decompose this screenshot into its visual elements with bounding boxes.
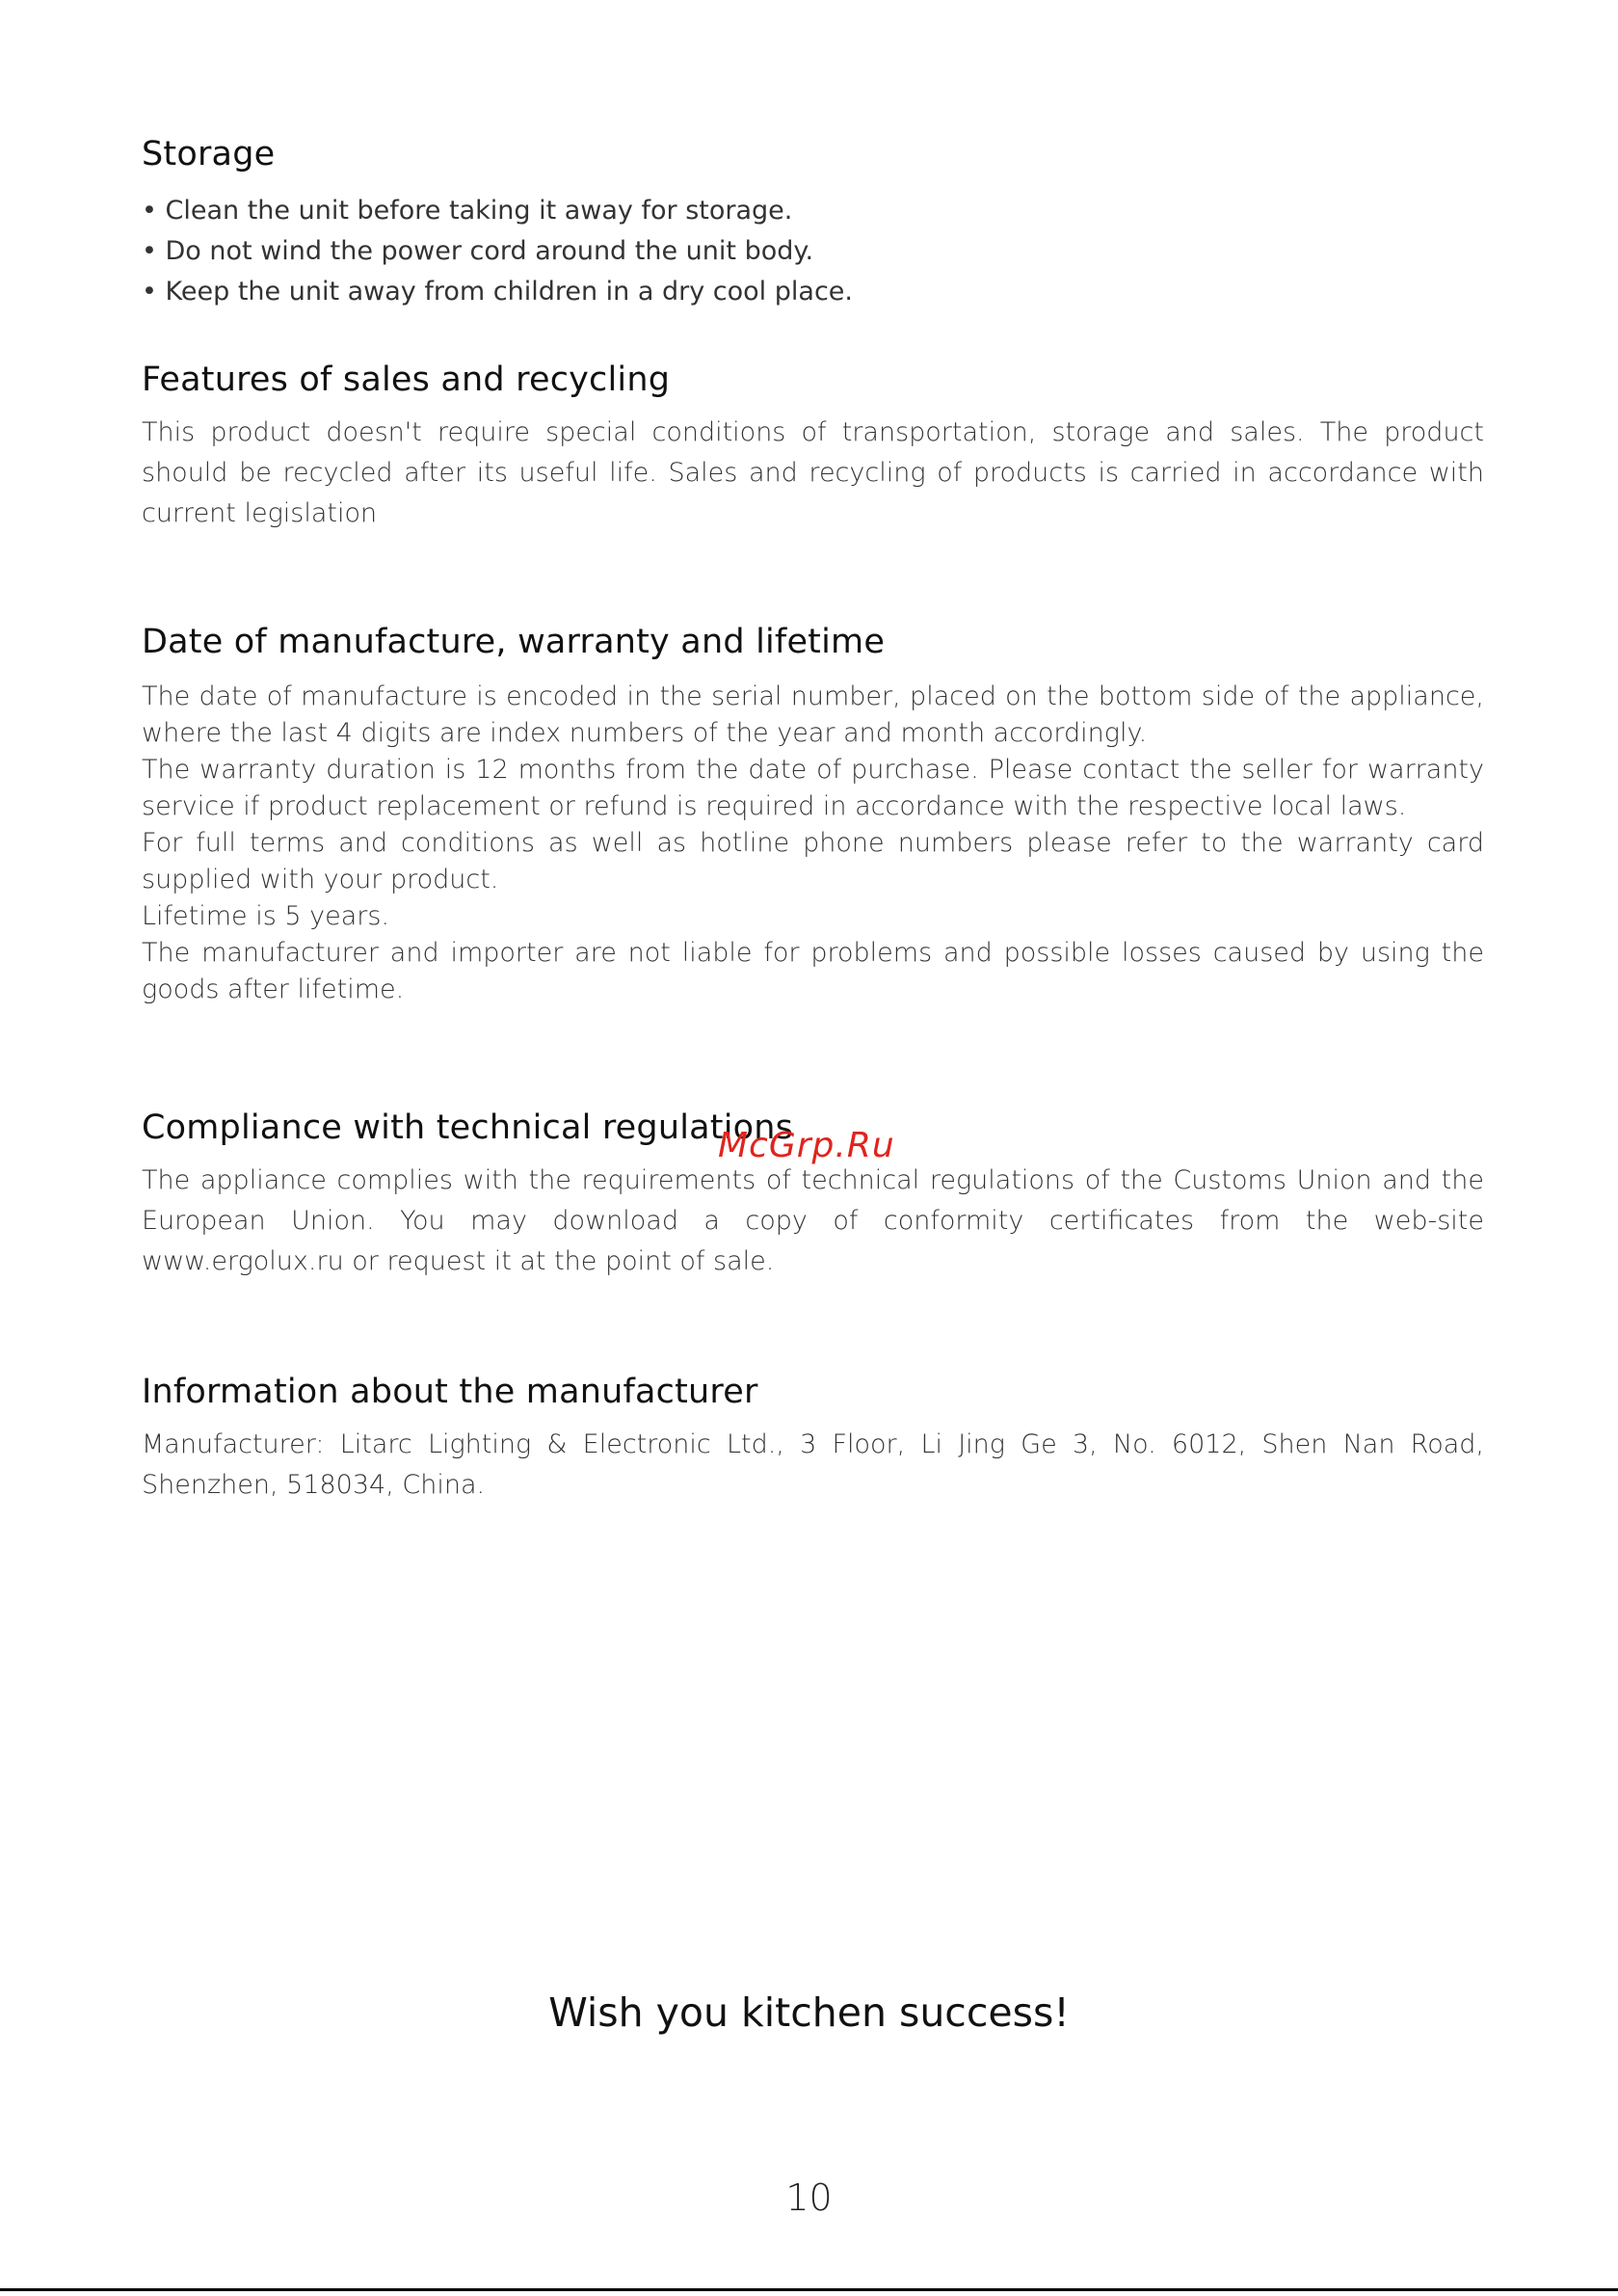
compliance-text: The appliance complies with the requirements of technical regulations of the Customs Union and the European Union. You may download a copy of conformity certificates from the web-site www.ergolux.ru or request it at the point of sale. [142, 1165, 1484, 1276]
sales-heading: Features of sales and recycling [142, 360, 671, 399]
warranty-paragraph: Lifetime is 5 years. [142, 901, 390, 931]
warranty-body [142, 679, 1484, 1008]
warranty-heading: Date of manufacture, warranty and lifetime [142, 623, 886, 661]
manufacturer-heading: Information about the manufacturer [142, 1373, 758, 1411]
warranty-section [142, 623, 1484, 1008]
page-number: 10 [785, 2176, 833, 2219]
bottom-rule [0, 2288, 1618, 2291]
warranty-paragraph: The manufacturer and importer are not liable for problems and possible losses caused by using the goods after lifetime. [142, 938, 1484, 1004]
sales-text: This product doesn't require special conditions of transportation, storage and sales. The product should be recycled after its useful life. Sales and recycling of products is carried in accordance with current legislation [142, 417, 1484, 528]
closing-message: Wish you kitchen success! [548, 1989, 1070, 2036]
storage-list [142, 191, 1484, 312]
list-item: • Do not wind the power cord around the unit body. [142, 231, 1484, 272]
warranty-paragraph: For full terms and conditions as well as hotline phone numbers please refer to the warranty card supplied with your product. [142, 828, 1484, 894]
list-item: • Keep the unit away from children in a dry cool place. [142, 272, 1484, 312]
manufacturer-text: Manufacturer: Litarc Lighting & Electronic Ltd., 3 Floor, Li Jing Ge 3, No. 6012, Shen Nan Road, Shenzhen, 518034, China. [142, 1429, 1484, 1500]
storage-heading: Storage [142, 135, 276, 174]
warranty-paragraph: The warranty duration is 12 months from the date of purchase. Please contact the seller for warranty service if product replacement or refund is required in accordance with the respective local laws. [142, 755, 1484, 821]
list-item: • Clean the unit before taking it away for storage. [142, 191, 1484, 231]
sales-section [142, 360, 1484, 534]
storage-section [142, 135, 1484, 312]
compliance-heading: Compliance with technical regulations [142, 1108, 794, 1147]
warranty-paragraph: The date of manufacture is encoded in the serial number, placed on the bottom side of the appliance, where the last 4 digits are index numbers of the year and month accordingly. [142, 681, 1484, 748]
watermark-text: McGrp.Ru [718, 1126, 895, 1165]
manufacturer-section [142, 1373, 1484, 1506]
